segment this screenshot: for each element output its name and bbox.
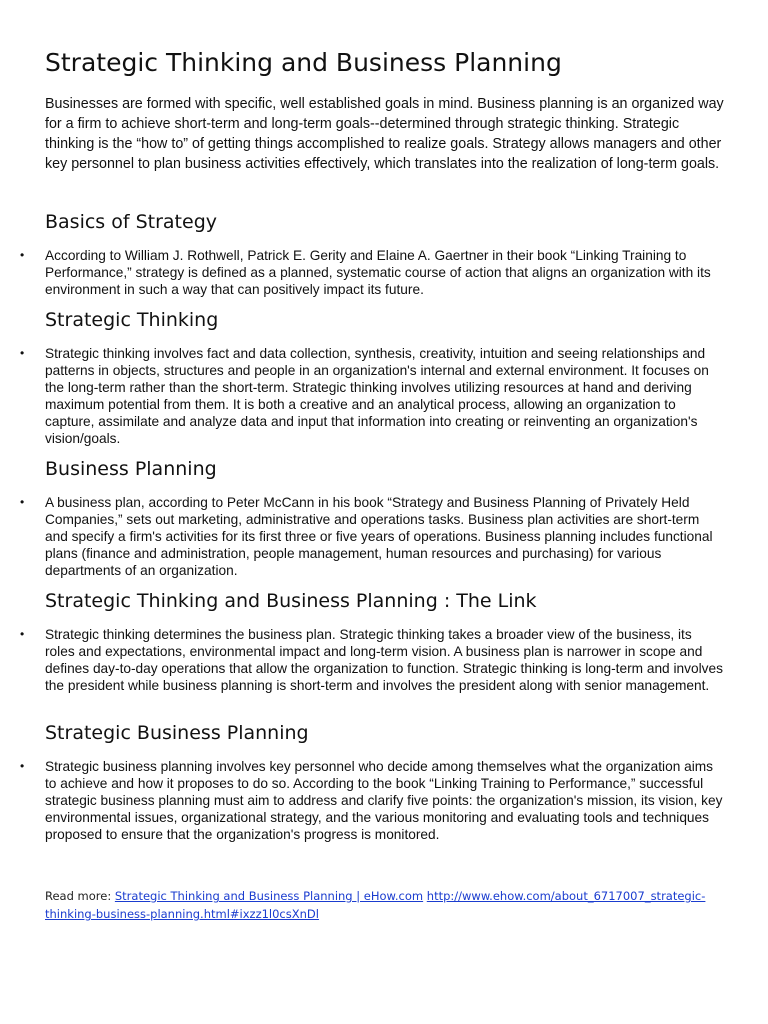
list-item-text: Strategic business planning involves key personnel who decide among themselves what the organization aims to achieve and how it proposes to do so. According to the book “Linking Training to Performance,” successful strategic business planning must aim to address and clarify five points: the organization's mission, its vision, key environmental issues, organizational strategy, and the various monitoring and evaluating tools and techniques proposed to ensure that the organization's progress is monitored. bbox=[45, 759, 723, 842]
list-item-text: A business plan, according to Peter McCann in his book “Strategy and Business Planning of Privately Held Companies,” sets out marketing, administrative and operations tasks. Business plan activities are short-term and specify a firm's activities for its first three or five years of operations. Business planning includes functional plans (finance and administration, people management, human resources and purchasing) for various departments of an organization. bbox=[45, 495, 713, 578]
bullet-icon: • bbox=[20, 248, 25, 262]
bullet-icon: • bbox=[20, 759, 25, 773]
read-more bbox=[45, 887, 735, 923]
intro-paragraph: Businesses are formed with specific, well established goals in mind. Business planning is an organized way for a firm to achieve short-term and long-term goals--determined through strategic thinking. Strategic thinking is the “how to” of getting things accomplished to realize goals. Strategy allows managers and other key personnel to plan business activities effectively, which translates into the realization of long-term goals. bbox=[45, 96, 724, 172]
read-more-url-link[interactable]: http://www.ehow.com/about_6717007_strategic-thinking-business-planning.html#ixzz1l0csXnDl bbox=[45, 889, 706, 921]
section-heading-basics-of-strategy: Basics of Strategy bbox=[45, 211, 218, 233]
list-item-text: Strategic thinking determines the business plan. Strategic thinking takes a broader view of the business, its roles and expectations, environmental impact and long-term vision. A business plan is narrower in scope and defines day-to-day operations that allow the organization to function. Strategic thinking is long-term and involves the president while business planning is short-term and involves the president along with senior management. bbox=[45, 627, 723, 693]
list-item bbox=[20, 494, 725, 579]
read-more-article-link[interactable]: Strategic Thinking and Business Planning | eHow.com bbox=[114, 889, 424, 903]
list-item bbox=[20, 247, 725, 298]
bullet-icon: • bbox=[20, 627, 25, 641]
section-heading-strategic-business-planning: Strategic Business Planning bbox=[45, 722, 309, 744]
list-item-text: According to William J. Rothwell, Patrick E. Gerity and Elaine A. Gaertner in their book “Linking Training to Performance,” strategy is defined as a planned, systematic course of action that aligns an organization with its environment in such a way that can positively impact its future. bbox=[45, 248, 711, 297]
list-item bbox=[20, 758, 725, 843]
list-item bbox=[20, 626, 725, 694]
section-heading-business-planning: Business Planning bbox=[45, 458, 217, 480]
bullet-icon: • bbox=[20, 495, 25, 509]
page-title: Strategic Thinking and Business Planning bbox=[45, 48, 562, 77]
read-more-label: Read more: bbox=[45, 889, 112, 903]
section-heading-the-link: Strategic Thinking and Business Planning : The Link bbox=[45, 590, 537, 612]
list-item bbox=[20, 345, 725, 447]
list-item-text: Strategic thinking involves fact and data collection, synthesis, creativity, intuition and seeing relationships and patterns in objects, structures and people in an organization's internal and external environment. It focuses on the long-term rather than the short-term. Strategic thinking involves utilizing resources at hand and deriving maximum potential from them. It is both a creative and an analytical process, allowing an organization to capture, assimilate and analyze data and input that information into creating or reinventing an organization's vision/goals. bbox=[45, 346, 709, 446]
section-heading-strategic-thinking: Strategic Thinking bbox=[45, 309, 219, 331]
bullet-icon: • bbox=[20, 346, 25, 360]
